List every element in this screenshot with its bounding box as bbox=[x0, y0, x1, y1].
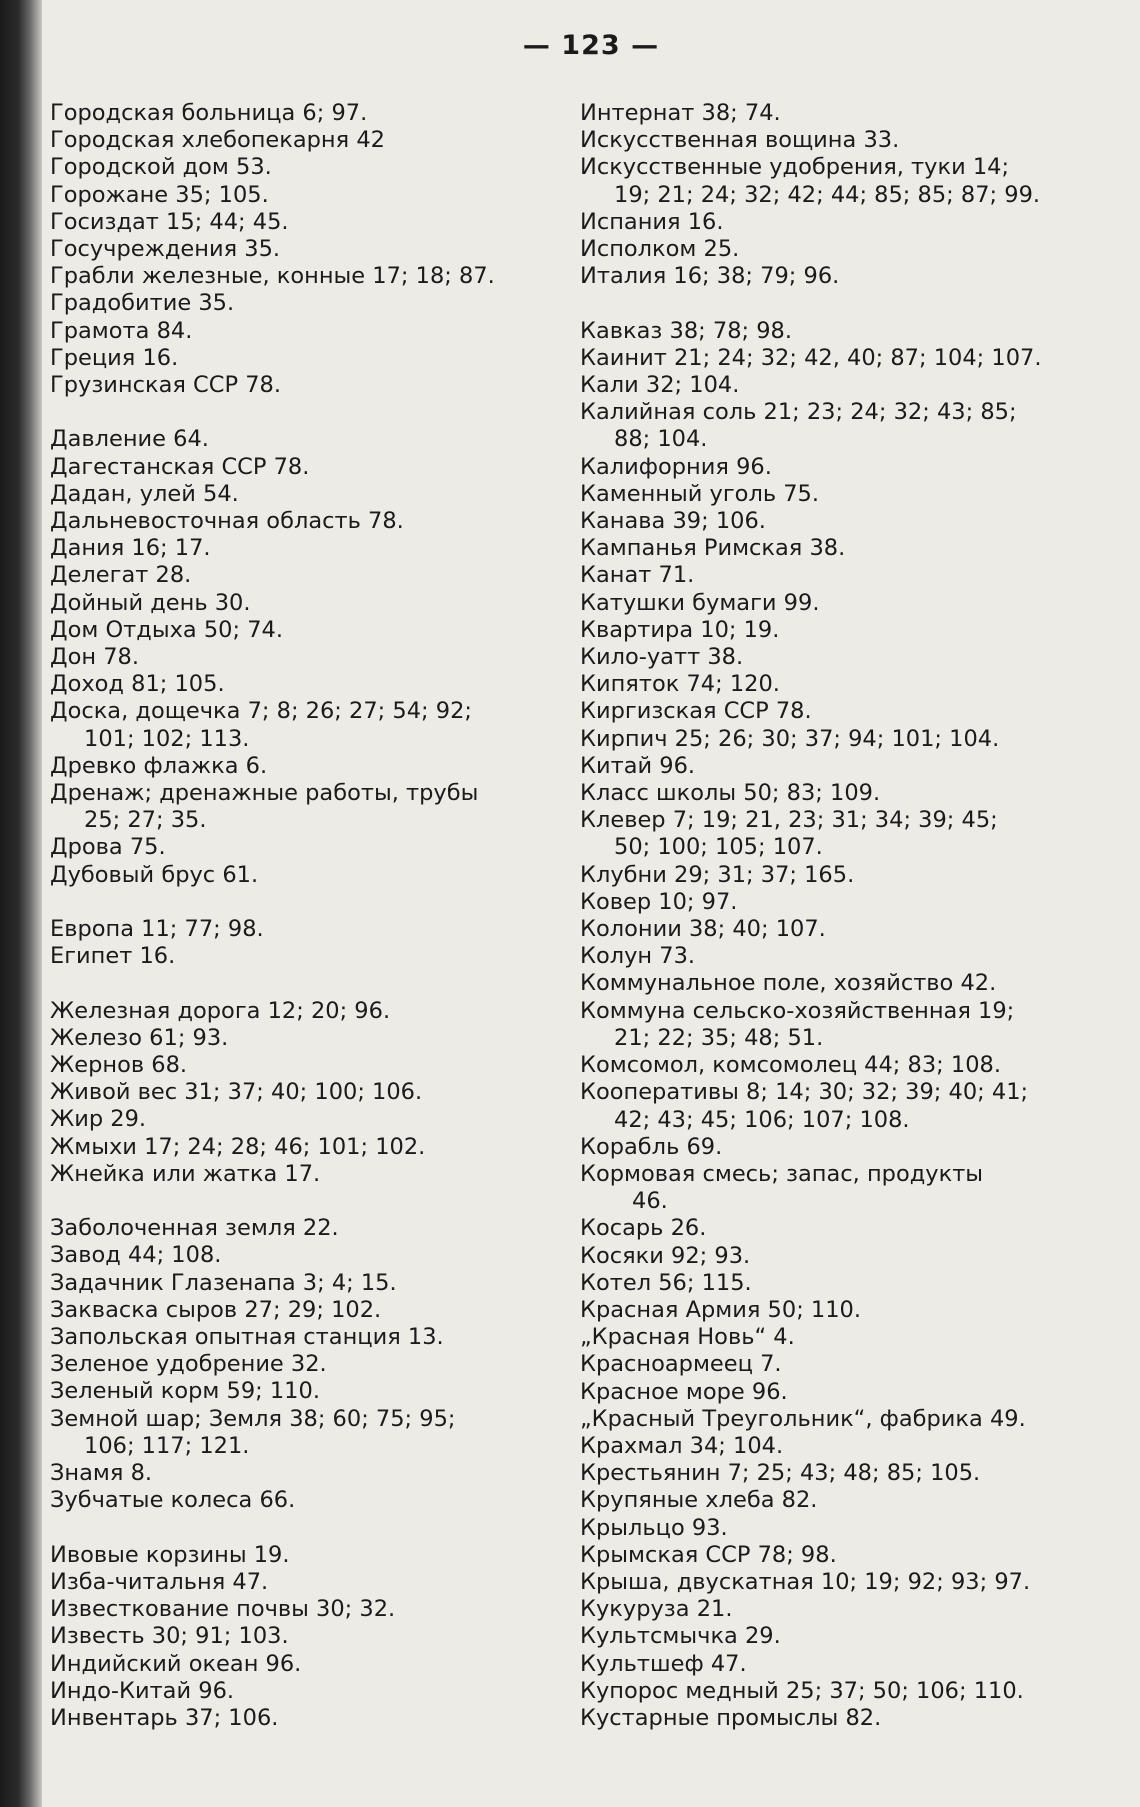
index-entry bbox=[580, 481, 1120, 508]
index-entry-text: Крахмал 34; 104. bbox=[580, 1432, 784, 1459]
index-entry-continuation: 88; 104. bbox=[614, 426, 708, 453]
index-entry-text: Крыльцо 93. bbox=[580, 1514, 728, 1541]
index-entry bbox=[580, 1243, 1120, 1270]
index-entry-text: Греция 16. bbox=[50, 344, 179, 371]
index-entry bbox=[580, 1460, 1120, 1487]
index-entry bbox=[50, 127, 550, 154]
index-entry bbox=[580, 1052, 1120, 1079]
index-entry-text: Крымская ССР 78; 98. bbox=[580, 1541, 837, 1568]
index-entry-text: Испания 16. bbox=[580, 208, 724, 235]
index-entry-text: Каинит 21; 24; 32; 42, 40; 87; 104; 107. bbox=[580, 344, 1042, 371]
index-entry-text: Дренаж; дренажные работы, трубы bbox=[50, 780, 479, 807]
index-entry bbox=[580, 998, 1120, 1052]
index-entry bbox=[50, 1215, 550, 1242]
index-entry-text: Котел 56; 115. bbox=[580, 1269, 752, 1296]
index-entry-text: Косяки 92; 93. bbox=[580, 1242, 751, 1269]
index-entry-text: Известь 30; 91; 103. bbox=[50, 1623, 289, 1650]
index-entry-text: Комсомол, комсомолец 44; 83; 108. bbox=[580, 1052, 1001, 1079]
index-entry-text: „Красная Новь“ 4. bbox=[580, 1324, 795, 1351]
index-entry-text: Индо-Китай 96. bbox=[50, 1677, 235, 1704]
index-entry-text: Крыша, двускатная 10; 19; 92; 93; 97. bbox=[580, 1568, 1031, 1595]
index-entry bbox=[580, 698, 1120, 725]
letter-group-gap bbox=[50, 399, 550, 426]
index-entry bbox=[50, 535, 550, 562]
index-entry bbox=[50, 372, 550, 399]
index-entry bbox=[580, 1515, 1120, 1542]
index-entry bbox=[50, 671, 550, 698]
index-entry bbox=[580, 1379, 1120, 1406]
index-column-left bbox=[50, 100, 550, 1732]
index-entry-continuation: 42; 43; 45; 106; 107; 108. bbox=[614, 1106, 910, 1133]
index-entry-text: Канат 71. bbox=[580, 562, 695, 589]
index-entry-text: Кипяток 74; 120. bbox=[580, 671, 780, 698]
index-entry bbox=[50, 290, 550, 317]
index-entry-text: Дальневосточная область 78. bbox=[50, 508, 404, 535]
index-entry bbox=[580, 807, 1120, 861]
index-entry bbox=[580, 345, 1120, 372]
index-entry bbox=[580, 1651, 1120, 1678]
index-entry bbox=[580, 1705, 1120, 1732]
index-entry bbox=[580, 1351, 1120, 1378]
index-entry bbox=[50, 1542, 550, 1569]
index-entry bbox=[50, 454, 550, 481]
index-entry-continuation: 106; 117; 121. bbox=[84, 1432, 250, 1459]
index-entry-text: Искусственные удобрения, туки 14; bbox=[580, 154, 1010, 181]
index-entry bbox=[580, 535, 1120, 562]
index-entry bbox=[50, 1378, 550, 1405]
index-entry-text: Крупяные хлеба 82. bbox=[580, 1487, 818, 1514]
index-entry-text: Клубни 29; 31; 37; 165. bbox=[580, 861, 855, 888]
index-entry bbox=[580, 1678, 1120, 1705]
index-entry bbox=[580, 1297, 1120, 1324]
index-entry bbox=[580, 127, 1120, 154]
index-entry bbox=[580, 263, 1120, 290]
letter-group-gap bbox=[50, 1515, 550, 1542]
index-entry-text: Делегат 28. bbox=[50, 562, 192, 589]
index-entry bbox=[50, 780, 550, 834]
index-entry-text: „Красный Треугольник“, фабрика 49. bbox=[580, 1405, 1026, 1432]
index-entry-text: Завод 44; 108. bbox=[50, 1242, 222, 1269]
index-entry-text: Давление 64. bbox=[50, 426, 209, 453]
index-entry-text: Красноармеец 7. bbox=[580, 1351, 782, 1378]
index-entry bbox=[580, 862, 1120, 889]
index-entry-text: Железная дорога 12; 20; 96. bbox=[50, 997, 391, 1024]
index-entry bbox=[580, 209, 1120, 236]
index-entry-text: Каменный уголь 75. bbox=[580, 480, 820, 507]
index-entry bbox=[50, 1052, 550, 1079]
index-entry bbox=[50, 1161, 550, 1188]
index-entry bbox=[50, 1596, 550, 1623]
index-entry bbox=[50, 154, 550, 181]
index-entry bbox=[50, 998, 550, 1025]
index-entry-text: Исполком 25. bbox=[580, 236, 740, 263]
index-entry-text: Доска, дощечка 7; 8; 26; 27; 54; 92; bbox=[50, 698, 472, 725]
index-entry bbox=[580, 590, 1120, 617]
index-entry-text: Древко флажка 6. bbox=[50, 752, 268, 779]
index-entry-text: Дон 78. bbox=[50, 644, 139, 671]
index-entry-text: Кампанья Римская 38. bbox=[580, 535, 846, 562]
index-entry bbox=[50, 1270, 550, 1297]
index-entry-text: Культшеф 47. bbox=[580, 1650, 747, 1677]
index-entry-text: Железо 61; 93. bbox=[50, 1024, 229, 1051]
index-entry bbox=[50, 644, 550, 671]
index-entry bbox=[580, 617, 1120, 644]
index-entry bbox=[580, 1324, 1120, 1351]
index-entry-continuation: 101; 102; 113. bbox=[84, 725, 250, 752]
index-entry-text: Колонии 38; 40; 107. bbox=[580, 916, 826, 943]
index-entry-text: Катушки бумаги 99. bbox=[580, 589, 820, 616]
index-entry bbox=[580, 780, 1120, 807]
index-entry bbox=[50, 1460, 550, 1487]
index-entry bbox=[50, 562, 550, 589]
index-entry bbox=[580, 236, 1120, 263]
index-entry bbox=[580, 726, 1120, 753]
letter-group-gap bbox=[580, 290, 1120, 317]
index-entry bbox=[50, 617, 550, 644]
index-entry-text: Знамя 8. bbox=[50, 1460, 153, 1487]
index-entry bbox=[50, 862, 550, 889]
index-entry-text: Крестьянин 7; 25; 43; 48; 85; 105. bbox=[580, 1460, 981, 1487]
index-entry-text: Кавказ 38; 78; 98. bbox=[580, 317, 793, 344]
index-entry-text: Кирпич 25; 26; 30; 37; 94; 101; 104. bbox=[580, 725, 1000, 752]
page-number: — 123 — bbox=[522, 30, 660, 61]
index-entry bbox=[50, 1406, 550, 1460]
index-entry-text: Градобитие 35. bbox=[50, 290, 235, 317]
index-entry-text: Кукуруза 21. bbox=[580, 1596, 733, 1623]
index-entry-text: Канава 39; 106. bbox=[580, 508, 766, 535]
index-entry bbox=[580, 1542, 1120, 1569]
letter-group-gap bbox=[50, 970, 550, 997]
index-entry-text: Доход 81; 105. bbox=[50, 671, 225, 698]
index-entry bbox=[50, 481, 550, 508]
index-entry-text: Дубовый брус 61. bbox=[50, 861, 259, 888]
index-entry-text: Красное море 96. bbox=[580, 1378, 788, 1405]
index-entry bbox=[580, 1487, 1120, 1514]
index-entry-text: Изба-читальня 47. bbox=[50, 1568, 269, 1595]
index-entry-text: Заболоченная земля 22. bbox=[50, 1215, 339, 1242]
index-entry bbox=[580, 1079, 1120, 1133]
index-entry-text: Китай 96. bbox=[580, 752, 696, 779]
index-entry-text: Италия 16; 38; 79; 96. bbox=[580, 263, 840, 290]
index-entry bbox=[580, 100, 1120, 127]
index-entry-text: Египет 16. bbox=[50, 943, 176, 970]
index-entry-text: Клевер 7; 19; 21, 23; 31; 34; 39; 45; bbox=[580, 807, 998, 834]
index-entry-text: Калийная соль 21; 23; 24; 32; 43; 85; bbox=[580, 399, 1017, 426]
index-entry bbox=[50, 1678, 550, 1705]
index-entry bbox=[50, 1079, 550, 1106]
index-entry-text: Дрова 75. bbox=[50, 834, 166, 861]
index-entry-text: Жмыхи 17; 24; 28; 46; 101; 102. bbox=[50, 1133, 426, 1160]
index-entry bbox=[50, 1569, 550, 1596]
index-entry bbox=[580, 916, 1120, 943]
index-entry bbox=[580, 753, 1120, 780]
index-entry-text: Кооперативы 8; 14; 30; 32; 39; 40; 41; bbox=[580, 1079, 1029, 1106]
index-entry-text: Задачник Глазенапа 3; 4; 15. bbox=[50, 1269, 397, 1296]
index-entry-text: Ковер 10; 97. bbox=[580, 888, 738, 915]
index-entry bbox=[50, 834, 550, 861]
index-entry-text: Киргизская ССР 78. bbox=[580, 698, 812, 725]
index-page bbox=[42, 0, 1140, 1807]
index-entry bbox=[50, 345, 550, 372]
index-entry-text: Жир 29. bbox=[50, 1106, 147, 1133]
index-entry-text: Колун 73. bbox=[580, 943, 696, 970]
letter-group-gap bbox=[50, 1188, 550, 1215]
index-entry-text: Ивовые корзины 19. bbox=[50, 1541, 290, 1568]
index-entry-text: Кали 32; 104. bbox=[580, 372, 740, 399]
index-entry-text: Городская больница 6; 97. bbox=[50, 100, 368, 126]
index-entry-text: Калифорния 96. bbox=[580, 453, 772, 480]
index-entry-text: Госиздат 15; 44; 45. bbox=[50, 208, 289, 235]
index-entry-text: Дагестанская ССР 78. bbox=[50, 453, 310, 480]
index-entry-text: Госучреждения 35. bbox=[50, 236, 281, 263]
index-entry-text: Дойный день 30. bbox=[50, 589, 251, 616]
index-entry-text: Грамота 84. bbox=[50, 317, 193, 344]
index-entry-text: Живой вес 31; 37; 40; 100; 106. bbox=[50, 1079, 423, 1106]
index-entry bbox=[580, 970, 1120, 997]
letter-group-gap bbox=[50, 889, 550, 916]
index-entry-text: Городская хлебопекарня 42 bbox=[50, 127, 385, 154]
index-entry-continuation: 50; 100; 105; 107. bbox=[614, 834, 823, 861]
index-entry-text: Городской дом 53. bbox=[50, 154, 272, 181]
index-entry-text: Дом Отдыха 50; 74. bbox=[50, 616, 284, 643]
index-entry-text: Корабль 69. bbox=[580, 1133, 723, 1160]
index-entry bbox=[50, 1134, 550, 1161]
index-entry bbox=[50, 236, 550, 263]
index-entry-text: Кормовая смесь; запас, продукты bbox=[580, 1160, 984, 1187]
index-column-right bbox=[580, 100, 1120, 1732]
index-entry-continuation: 46. bbox=[632, 1188, 668, 1215]
index-entry bbox=[580, 1270, 1120, 1297]
index-entry bbox=[580, 1161, 1120, 1215]
index-entry bbox=[580, 1569, 1120, 1596]
index-entry bbox=[580, 1433, 1120, 1460]
index-entry-text: Горожане 35; 105. bbox=[50, 181, 269, 208]
index-entry-text: Кило-уатт 38. bbox=[580, 644, 744, 671]
index-entry-text: Индийский океан 96. bbox=[50, 1650, 302, 1677]
index-entry bbox=[50, 1242, 550, 1269]
index-entry bbox=[50, 100, 550, 127]
index-entry-text: Интернат 38; 74. bbox=[580, 100, 781, 126]
index-entry-text: Красная Армия 50; 110. bbox=[580, 1296, 862, 1323]
index-entry-text: Запольская опытная станция 13. bbox=[50, 1324, 444, 1351]
index-entry bbox=[50, 263, 550, 290]
index-entry-continuation: 21; 22; 35; 48; 51. bbox=[614, 1024, 824, 1051]
index-entry-text: Закваска сыров 27; 29; 102. bbox=[50, 1296, 382, 1323]
index-entry-text: Зубчатые колеса 66. bbox=[50, 1487, 296, 1514]
index-entry bbox=[580, 508, 1120, 535]
index-entry-text: Косарь 26. bbox=[580, 1215, 707, 1242]
index-entry-text: Грабли железные, конные 17; 18; 87. bbox=[50, 263, 495, 290]
index-entry bbox=[580, 1215, 1120, 1242]
index-entry bbox=[50, 753, 550, 780]
index-entry-text: Зеленое удобрение 32. bbox=[50, 1351, 327, 1378]
index-entry bbox=[50, 698, 550, 752]
index-entry-text: Класс школы 50; 83; 109. bbox=[580, 780, 881, 807]
index-entry bbox=[580, 1596, 1120, 1623]
index-entry bbox=[50, 1324, 550, 1351]
index-entry-text: Кустарные промыслы 82. bbox=[580, 1704, 882, 1731]
index-entry bbox=[580, 372, 1120, 399]
index-entry bbox=[580, 1623, 1120, 1650]
index-entry-text: Дания 16; 17. bbox=[50, 535, 211, 562]
index-entry bbox=[580, 1406, 1120, 1433]
index-entry bbox=[50, 209, 550, 236]
index-entry bbox=[580, 399, 1120, 453]
index-entry bbox=[50, 1705, 550, 1732]
index-entry bbox=[50, 1025, 550, 1052]
index-entry bbox=[580, 889, 1120, 916]
index-entry bbox=[50, 590, 550, 617]
index-entry-text: Дадан, улей 54. bbox=[50, 480, 239, 507]
index-entry bbox=[580, 562, 1120, 589]
index-entry-text: Коммунальное поле, хозяйство 42. bbox=[580, 970, 997, 997]
index-entry-text: Квартира 10; 19. bbox=[580, 616, 780, 643]
index-entry-text: Искусственная вощина 33. bbox=[580, 127, 900, 154]
index-entry-text: Известкование почвы 30; 32. bbox=[50, 1596, 396, 1623]
index-entry bbox=[580, 318, 1120, 345]
index-entry-continuation: 25; 27; 35. bbox=[84, 807, 207, 834]
index-entry bbox=[50, 1297, 550, 1324]
index-entry-text: Коммуна сельско-хозяйственная 19; bbox=[580, 997, 1015, 1024]
index-entry bbox=[50, 1106, 550, 1133]
index-entry-text: Зеленый корм 59; 110. bbox=[50, 1378, 320, 1405]
book-spine-shadow bbox=[0, 0, 42, 1807]
index-entry bbox=[50, 1487, 550, 1514]
index-entry-text: Европа 11; 77; 98. bbox=[50, 916, 264, 943]
index-entry bbox=[50, 508, 550, 535]
index-entry bbox=[580, 154, 1120, 208]
index-entry-text: Жернов 68. bbox=[50, 1052, 188, 1079]
index-entry-text: Купорос медный 25; 37; 50; 106; 110. bbox=[580, 1677, 1024, 1704]
index-entry bbox=[580, 671, 1120, 698]
index-entry bbox=[580, 943, 1120, 970]
index-entry bbox=[50, 916, 550, 943]
index-entry-text: Культсмычка 29. bbox=[580, 1623, 781, 1650]
index-entry bbox=[50, 426, 550, 453]
index-entry bbox=[50, 943, 550, 970]
index-entry-text: Грузинская ССР 78. bbox=[50, 372, 281, 399]
index-entry bbox=[50, 1651, 550, 1678]
index-entry-text: Инвентарь 37; 106. bbox=[50, 1704, 279, 1731]
index-entry bbox=[580, 644, 1120, 671]
index-entry bbox=[50, 182, 550, 209]
index-entry bbox=[50, 318, 550, 345]
index-entry bbox=[50, 1623, 550, 1650]
index-entry-text: Жнейка или жатка 17. bbox=[50, 1160, 321, 1187]
index-entry-text: Земной шар; Земля 38; 60; 75; 95; bbox=[50, 1405, 456, 1432]
index-entry bbox=[580, 1134, 1120, 1161]
index-entry bbox=[50, 1351, 550, 1378]
index-entry-continuation: 19; 21; 24; 32; 42; 44; 85; 85; 87; 99. bbox=[614, 181, 1041, 208]
index-entry bbox=[580, 454, 1120, 481]
